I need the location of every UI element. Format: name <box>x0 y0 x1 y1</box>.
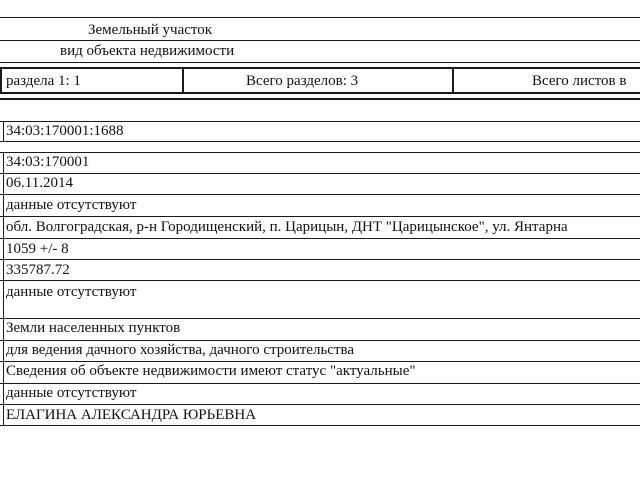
area: 1059 +/- 8 <box>6 241 69 257</box>
rule <box>0 67 640 69</box>
rule <box>182 67 184 93</box>
rule <box>0 152 640 153</box>
object-kind-caption: вид объекта недвижимости <box>60 43 235 59</box>
address: обл. Волгоградская, р-н Городищенский, п. Царицын, ДНТ "Царицынское", ул. Янтарна <box>6 219 568 235</box>
rule <box>0 17 640 18</box>
rule <box>452 67 454 93</box>
permitted-use: для ведения дачного хозяйства, дачного строительства <box>6 342 355 358</box>
cadastral-value: 335787.72 <box>6 262 70 278</box>
rule <box>0 340 640 341</box>
registration-date: 06.11.2014 <box>6 175 73 191</box>
cadastral-quarter: 34:03:170001 <box>6 154 90 170</box>
total-sheets: Всего листов в <box>532 73 627 89</box>
total-sections: Всего разделов: 3 <box>246 73 359 89</box>
rule <box>3 121 4 142</box>
objects-within: данные отсутствуют <box>6 284 137 300</box>
rule <box>0 40 640 41</box>
rule <box>0 62 640 63</box>
rule <box>0 194 640 195</box>
rule <box>0 425 640 426</box>
special-notes: данные отсутствуют <box>6 385 137 401</box>
previous-numbers: данные отсутствуют <box>6 197 137 213</box>
rule <box>0 280 640 281</box>
rule <box>0 216 640 217</box>
rule <box>0 121 640 122</box>
cadastral-number: 34:03:170001:1688 <box>6 123 124 139</box>
section-number: раздела 1: 1 <box>6 73 81 89</box>
rule <box>0 67 2 93</box>
rule <box>0 259 640 260</box>
land-category: Земли населенных пунктов <box>6 320 181 336</box>
rule <box>0 238 640 239</box>
rule <box>0 141 640 142</box>
rule <box>0 383 640 384</box>
owner-name: ЕЛАГИНА АЛЕКСАНДРА ЮРЬЕВНА <box>6 407 257 423</box>
rule <box>0 404 640 405</box>
rule <box>0 98 640 100</box>
rule <box>3 152 4 425</box>
object-name: Земельный участок <box>88 22 213 38</box>
object-status: Сведения об объекте недвижимости имеют статус "актуальные" <box>6 363 416 379</box>
rule <box>0 173 640 174</box>
rule <box>0 318 640 319</box>
rule <box>0 361 640 362</box>
rule <box>0 92 640 94</box>
